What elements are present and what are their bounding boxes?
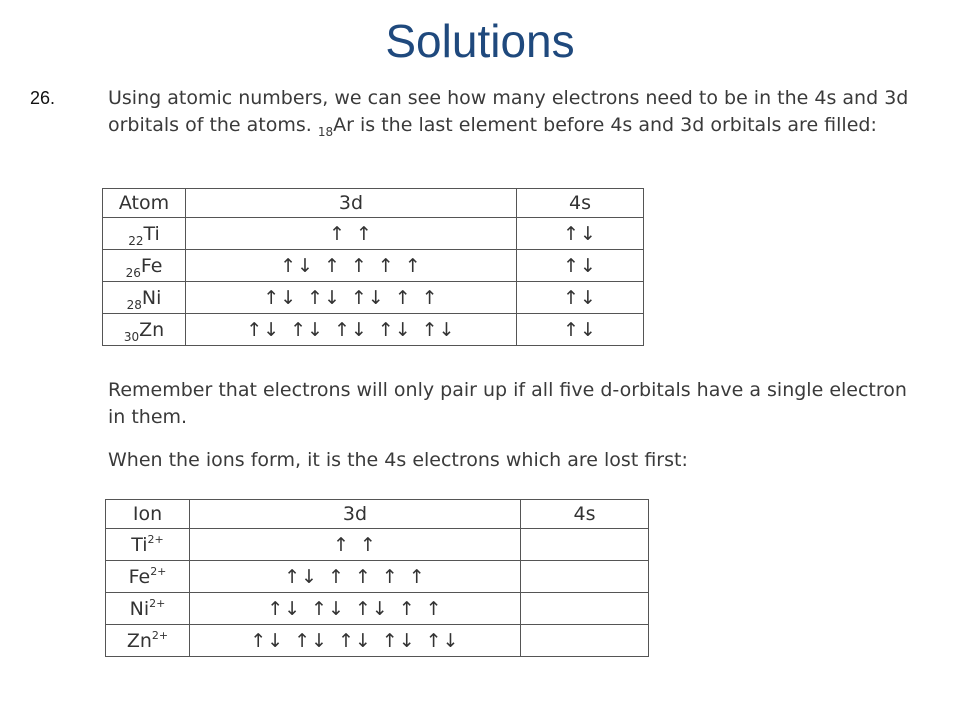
intro-paragraph [108, 85, 928, 141]
table-row [103, 250, 644, 282]
orbital-arrows: ↑↓ [334, 318, 368, 341]
atom-cell [103, 282, 186, 314]
intro-text-1: Using atomic numbers, we can see how many electrons need to be in the 4s and 3d orbitals of the atoms. [108, 87, 909, 136]
element-symbol: Zn [126, 629, 152, 652]
orbital-4s-cell: ↑↓ [517, 282, 644, 314]
orbital-arrows: ↑↓ [290, 318, 325, 341]
orbital-arrows: ↑ [355, 565, 372, 588]
orbital-arrows: ↑↓ [377, 318, 412, 341]
orbital-4s-cell: ↑↓ [517, 250, 644, 282]
orbital-4s-cell [521, 561, 649, 593]
orbital-arrows: ↑ [404, 254, 422, 277]
table-row [106, 625, 649, 657]
orbital-arrows: ↑ [398, 597, 416, 620]
element-symbol: Zn [139, 318, 165, 341]
orbital-arrows: ↑↓ [351, 286, 385, 309]
orbital-arrows: ↑↓ [381, 629, 416, 652]
table-row [106, 561, 649, 593]
orbital-3d-cell [190, 593, 521, 625]
table-header-row [106, 500, 649, 529]
ion-charge: 2+ [150, 564, 167, 578]
atom-cell [103, 218, 186, 250]
element-symbol: Fe [128, 565, 151, 588]
orbital-4s-cell: ↑↓ [517, 314, 644, 346]
ion-cell [106, 625, 190, 657]
orbital-arrows: ↑↓ [267, 597, 302, 620]
element-symbol: Fe [140, 254, 163, 277]
orbital-4s-cell: ↑↓ [517, 218, 644, 250]
orbital-arrows: ↑↓ [421, 318, 456, 341]
ions-paragraph: When the ions form, it is the 4s electrons which are lost first: [108, 449, 688, 471]
atom-cell [103, 250, 186, 282]
atoms-configuration-table [102, 188, 644, 346]
table-row [103, 282, 644, 314]
orbital-arrows: ↑ [324, 254, 341, 277]
question-number: 26. [30, 88, 56, 108]
ion-charge: 2+ [147, 532, 164, 546]
ion-charge: 2+ [151, 628, 169, 642]
table-header-row [103, 189, 644, 218]
ion-cell [106, 529, 190, 561]
orbital-3d-cell [186, 282, 517, 314]
orbital-arrows: ↑↓ [425, 629, 460, 652]
atom-cell [103, 314, 186, 346]
orbital-arrows: ↑ [425, 597, 443, 620]
orbital-arrows: ↑ [377, 254, 395, 277]
atomic-number: 26 [125, 265, 141, 280]
orbital-arrows: ↑ [394, 286, 412, 309]
ion-cell [106, 561, 190, 593]
ions-configuration-table [105, 499, 649, 657]
orbital-arrows: ↑↓ [355, 597, 389, 620]
atomic-number: 22 [128, 233, 144, 248]
orbital-arrows: ↑↓ [246, 318, 281, 341]
orbital-3d-cell [190, 529, 521, 561]
element-symbol: Ni [129, 597, 150, 620]
orbital-arrows: ↑↓ [307, 286, 341, 309]
table-row [106, 529, 649, 561]
orbital-arrows: ↑↓ [263, 286, 298, 309]
orbital-arrows: ↑ [333, 533, 350, 556]
ion-cell [106, 593, 190, 625]
argon-symbol: Ar [333, 114, 354, 136]
atomic-number: 30 [123, 329, 140, 344]
orbital-arrows: ↑↓ [284, 565, 319, 588]
ion-charge: 2+ [149, 596, 166, 610]
element-symbol: Ti [131, 533, 148, 556]
table-row [103, 314, 644, 346]
header-4s: 4s [517, 189, 644, 218]
page-title: Solutions [385, 15, 575, 67]
table-row [106, 593, 649, 625]
orbital-3d-cell [190, 561, 521, 593]
intro-text-2: is the last element before 4s and 3d orbitals are filled: [353, 114, 877, 136]
orbital-3d-cell [186, 218, 517, 250]
orbital-arrows: ↑ [421, 286, 439, 309]
element-symbol: Ni [141, 286, 162, 309]
orbital-arrows: ↑ [408, 565, 426, 588]
orbital-arrows: ↑↓ [311, 597, 345, 620]
element-symbol: Ti [143, 222, 160, 245]
table-row [103, 218, 644, 250]
header-3d: 3d [190, 500, 521, 529]
orbital-arrows: ↑ [360, 533, 377, 556]
orbital-arrows: ↑ [328, 565, 345, 588]
orbital-3d-cell [190, 625, 521, 657]
orbital-3d-cell [186, 314, 517, 346]
atomic-number: 28 [126, 297, 142, 312]
orbital-4s-cell [521, 625, 649, 657]
orbital-arrows: ↑↓ [338, 629, 372, 652]
argon-atomic-number: 18 [317, 125, 334, 139]
orbital-arrows: ↑ [351, 254, 368, 277]
orbital-4s-cell [521, 529, 649, 561]
orbital-arrows: ↑ [381, 565, 399, 588]
header-ion: Ion [106, 500, 190, 529]
orbital-arrows: ↑ [356, 222, 373, 245]
header-4s: 4s [521, 500, 649, 529]
remember-paragraph: Remember that electrons will only pair up if all five d-orbitals have a single electron in them. [108, 379, 907, 428]
header-3d: 3d [186, 189, 517, 218]
orbital-arrows: ↑↓ [250, 629, 285, 652]
orbital-arrows: ↑ [329, 222, 346, 245]
orbital-4s-cell [521, 593, 649, 625]
header-atom: Atom [103, 189, 186, 218]
orbital-3d-cell [186, 250, 517, 282]
orbital-arrows: ↑↓ [280, 254, 315, 277]
orbital-arrows: ↑↓ [294, 629, 329, 652]
